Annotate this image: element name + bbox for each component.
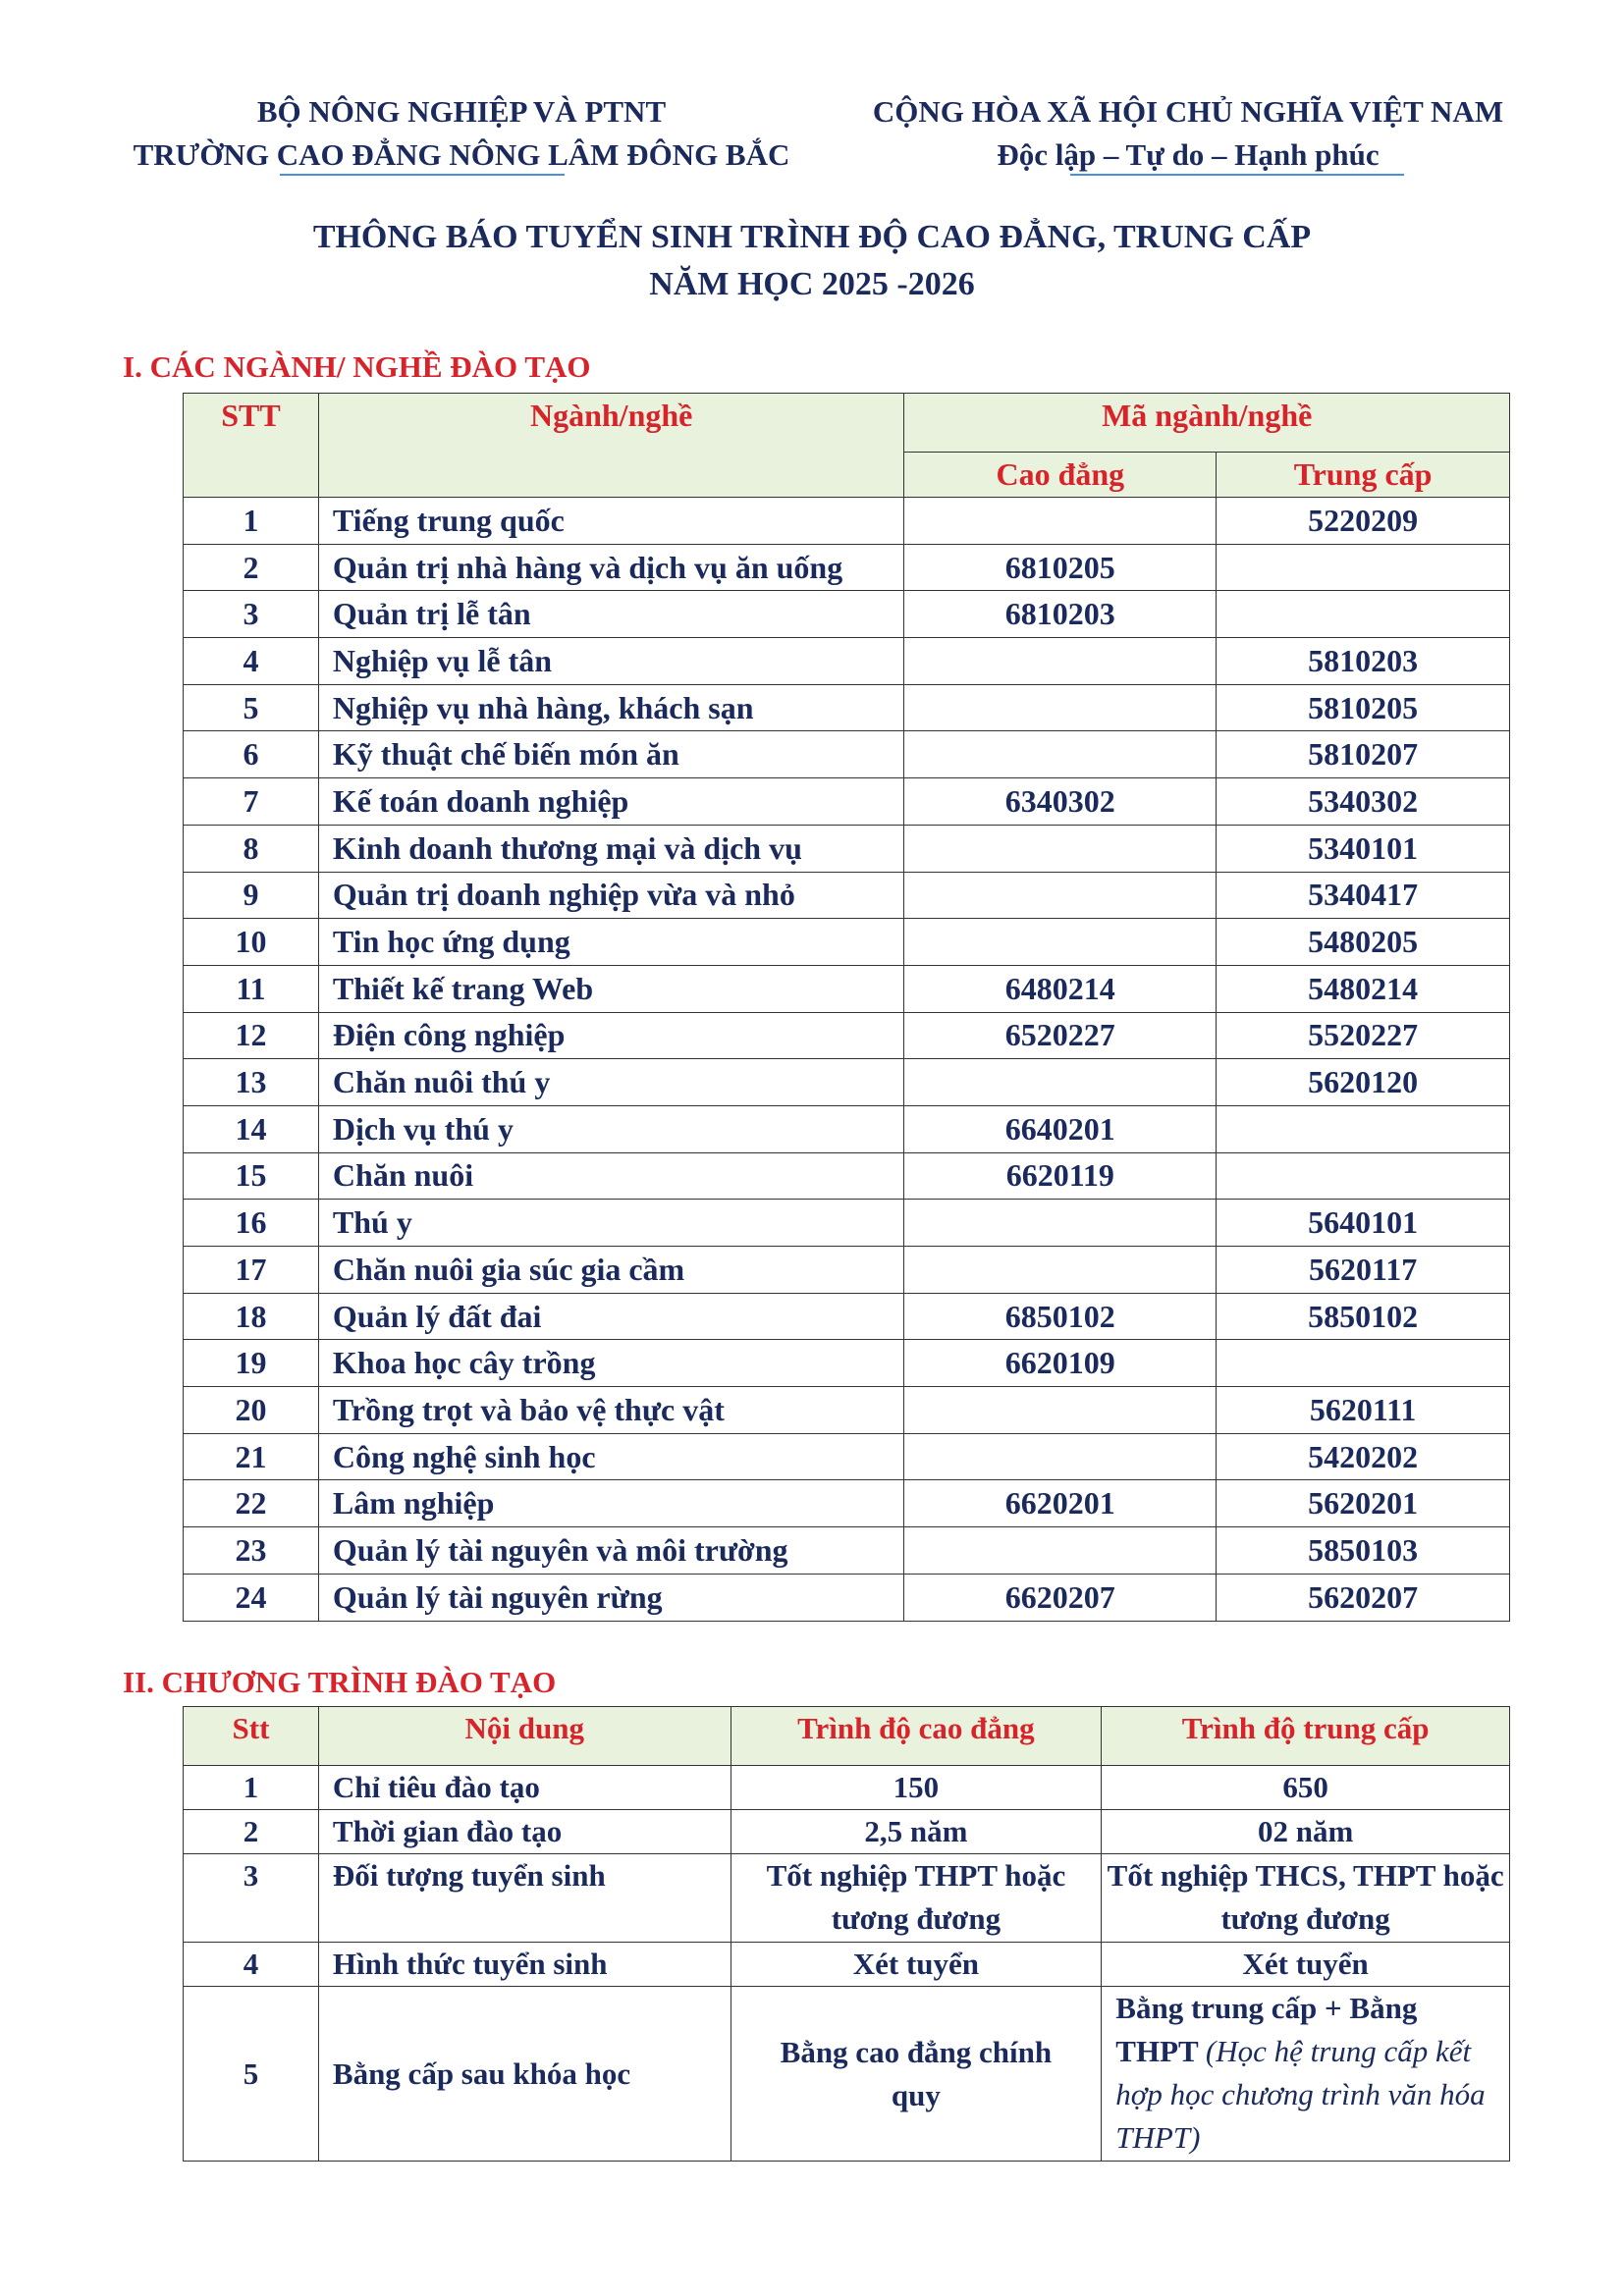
row-tc-code: 5810203 <box>1217 638 1510 685</box>
row-tc-code: 5220209 <box>1217 498 1510 545</box>
row-stt: 4 <box>184 1943 319 1987</box>
program-row <box>184 1810 1510 1854</box>
row-name: Chăn nuôi <box>318 1152 904 1200</box>
row-stt: 2 <box>184 1810 319 1854</box>
row-tc-code: 5520227 <box>1217 1012 1510 1059</box>
major-row <box>184 872 1510 919</box>
major-row <box>184 1247 1510 1294</box>
row-name: Kế toán doanh nghiệp <box>318 778 904 826</box>
row-tc-code: 5340417 <box>1217 872 1510 919</box>
row-name: Quản trị lễ tân <box>318 591 904 638</box>
row-cd-code <box>904 1200 1217 1247</box>
row-name: Tin học ứng dụng <box>318 919 904 966</box>
majors-table-body <box>184 498 1510 1622</box>
major-row <box>184 1059 1510 1106</box>
row-tc: 02 năm <box>1102 1810 1510 1854</box>
row-name: Thiết kế trang Web <box>318 965 904 1012</box>
row-cd-code: 6620207 <box>904 1574 1217 1621</box>
row-cd-code: 6620109 <box>904 1340 1217 1387</box>
row-stt: 6 <box>184 731 319 778</box>
row-stt: 2 <box>184 544 319 591</box>
row-name: Công nghệ sinh học <box>318 1433 904 1480</box>
row-cd: Xét tuyển <box>731 1943 1102 1987</box>
page-title <box>0 214 1624 308</box>
row-stt: 17 <box>184 1247 319 1294</box>
ministry-name: BỘ NÔNG NGHIỆP VÀ PTNT <box>256 94 667 129</box>
row-tc-code: 5420202 <box>1217 1433 1510 1480</box>
major-row <box>184 1480 1510 1527</box>
row-cd-code <box>904 825 1217 872</box>
major-row <box>184 1433 1510 1480</box>
row-cd-code <box>904 1247 1217 1294</box>
row-tc-note: (Học hệ trung cấp kết hợp học chương trình văn hóa THPT) <box>1115 2034 1486 2155</box>
col-stt-header: STT <box>184 394 319 498</box>
row-cd-code: 6810205 <box>904 544 1217 591</box>
row-stt: 23 <box>184 1527 319 1575</box>
row-name: Chăn nuôi thú y <box>318 1059 904 1106</box>
row-stt: 12 <box>184 1012 319 1059</box>
row-cd-code <box>904 731 1217 778</box>
col-code-header: Mã ngành/nghề <box>904 394 1510 453</box>
row-tc-code: 5480214 <box>1217 965 1510 1012</box>
row-cd-code: 6640201 <box>904 1105 1217 1152</box>
row-cd-code <box>904 1387 1217 1434</box>
row-stt: 10 <box>184 919 319 966</box>
col-stt2-header: Stt <box>184 1707 319 1766</box>
row-cd-code: 6620201 <box>904 1480 1217 1527</box>
row-name: Quản trị doanh nghiệp vừa và nhỏ <box>318 872 904 919</box>
row-content: Chỉ tiêu đào tạo <box>318 1766 731 1810</box>
row-name: Tiếng trung quốc <box>318 498 904 545</box>
col-tc-header: Trung cấp <box>1217 453 1510 498</box>
col-name-header: Ngành/nghề <box>318 394 904 498</box>
row-name: Điện công nghiệp <box>318 1012 904 1059</box>
row-stt: 4 <box>184 638 319 685</box>
row-tc-code <box>1217 1340 1510 1387</box>
row-tc-code: 5480205 <box>1217 919 1510 966</box>
row-stt: 13 <box>184 1059 319 1106</box>
row-cd-code <box>904 498 1217 545</box>
row-tc-code: 5640101 <box>1217 1200 1510 1247</box>
row-name: Kinh doanh thương mại và dịch vụ <box>318 825 904 872</box>
row-cd: Tốt nghiệp THPT hoặc tương đương <box>731 1854 1102 1943</box>
major-row <box>184 1200 1510 1247</box>
row-tc-code <box>1217 1152 1510 1200</box>
row-stt: 5 <box>184 1987 319 2162</box>
major-row <box>184 778 1510 826</box>
row-tc-code: 5850102 <box>1217 1293 1510 1340</box>
row-stt: 16 <box>184 1200 319 1247</box>
row-tc-code <box>1217 544 1510 591</box>
row-tc-code: 5620117 <box>1217 1247 1510 1294</box>
row-content: Thời gian đào tạo <box>318 1810 731 1854</box>
title-line2: NĂM HỌC 2025 -2026 <box>649 266 975 302</box>
row-cd-code: 6520227 <box>904 1012 1217 1059</box>
row-cd: 2,5 năm <box>731 1810 1102 1854</box>
row-cd-code: 6810203 <box>904 591 1217 638</box>
majors-table <box>183 393 1510 1622</box>
section1-heading: I. CÁC NGÀNH/ NGHỀ ĐÀO TẠO <box>123 349 591 384</box>
col-tc2-header: Trình độ trung cấp <box>1102 1707 1510 1766</box>
col-cd-header: Cao đẳng <box>904 453 1217 498</box>
row-cd-code <box>904 684 1217 731</box>
motto: Độc lập – Tự do – Hạnh phúc <box>997 137 1380 172</box>
row-tc-code: 5340101 <box>1217 825 1510 872</box>
row-name: Quản lý tài nguyên và môi trường <box>318 1527 904 1575</box>
program-row <box>184 1766 1510 1810</box>
major-row <box>184 1574 1510 1621</box>
header-left <box>88 90 835 177</box>
major-row <box>184 498 1510 545</box>
row-name: Kỹ thuật chế biến món ăn <box>318 731 904 778</box>
row-name: Khoa học cây trồng <box>318 1340 904 1387</box>
row-cd: Bằng cao đẳng chính quy <box>731 1987 1102 2162</box>
row-name: Quản trị nhà hàng và dịch vụ ăn uống <box>318 544 904 591</box>
row-cd-code: 6850102 <box>904 1293 1217 1340</box>
row-tc-bold: Bằng trung cấp + Bằng THPT <box>1115 1991 1418 2068</box>
row-tc-code: 5850103 <box>1217 1527 1510 1575</box>
row-cd-code <box>904 1433 1217 1480</box>
row-stt: 22 <box>184 1480 319 1527</box>
program-row <box>184 1987 1510 2162</box>
row-tc-code: 5810205 <box>1217 684 1510 731</box>
row-cd-code <box>904 1527 1217 1575</box>
school-name-underline <box>280 174 565 176</box>
row-stt: 3 <box>184 591 319 638</box>
major-row <box>184 1387 1510 1434</box>
row-cd-code <box>904 919 1217 966</box>
row-stt: 19 <box>184 1340 319 1387</box>
country-name: CỘNG HÒA XÃ HỘI CHỦ NGHĨA VIỆT NAM <box>872 94 1504 129</box>
major-row <box>184 638 1510 685</box>
row-stt: 18 <box>184 1293 319 1340</box>
row-tc <box>1102 1987 1510 2162</box>
row-content: Bằng cấp sau khóa học <box>318 1987 731 2162</box>
row-tc-code: 5620120 <box>1217 1059 1510 1106</box>
major-row <box>184 1152 1510 1200</box>
section2-heading: II. CHƯƠNG TRÌNH ĐÀO TẠO <box>123 1665 557 1699</box>
major-row <box>184 684 1510 731</box>
row-name: Nghiệp vụ nhà hàng, khách sạn <box>318 684 904 731</box>
row-name: Thú y <box>318 1200 904 1247</box>
row-name: Dịch vụ thú y <box>318 1105 904 1152</box>
row-stt: 20 <box>184 1387 319 1434</box>
major-row <box>184 731 1510 778</box>
major-row <box>184 965 1510 1012</box>
major-row <box>184 1293 1510 1340</box>
row-tc-code: 5340302 <box>1217 778 1510 826</box>
row-cd-code <box>904 872 1217 919</box>
col-content-header: Nội dung <box>318 1707 731 1766</box>
row-tc: Xét tuyển <box>1102 1943 1510 1987</box>
major-row <box>184 1105 1510 1152</box>
header-right <box>825 90 1551 177</box>
row-name: Trồng trọt và bảo vệ thực vật <box>318 1387 904 1434</box>
row-cd-code: 6480214 <box>904 965 1217 1012</box>
row-stt: 9 <box>184 872 319 919</box>
col-cd2-header: Trình độ cao đẳng <box>731 1707 1102 1766</box>
row-tc-code: 5620111 <box>1217 1387 1510 1434</box>
row-name: Lâm nghiệp <box>318 1480 904 1527</box>
row-stt: 1 <box>184 498 319 545</box>
row-stt: 14 <box>184 1105 319 1152</box>
row-tc: Tốt nghiệp THCS, THPT hoặc tương đương <box>1102 1854 1510 1943</box>
row-cd-code <box>904 638 1217 685</box>
row-tc-code: 5810207 <box>1217 731 1510 778</box>
major-row <box>184 1012 1510 1059</box>
row-name: Quản lý tài nguyên rừng <box>318 1574 904 1621</box>
major-row <box>184 1340 1510 1387</box>
row-stt: 21 <box>184 1433 319 1480</box>
row-stt: 3 <box>184 1854 319 1943</box>
major-row <box>184 544 1510 591</box>
row-content: Đối tượng tuyển sinh <box>318 1854 731 1943</box>
program-row <box>184 1943 1510 1987</box>
row-stt: 5 <box>184 684 319 731</box>
row-stt: 1 <box>184 1766 319 1810</box>
row-name: Chăn nuôi gia súc gia cầm <box>318 1247 904 1294</box>
row-tc-code <box>1217 1105 1510 1152</box>
row-stt: 8 <box>184 825 319 872</box>
major-row <box>184 919 1510 966</box>
row-name: Nghiệp vụ lễ tân <box>318 638 904 685</box>
row-stt: 11 <box>184 965 319 1012</box>
major-row <box>184 591 1510 638</box>
row-name: Quản lý đất đai <box>318 1293 904 1340</box>
major-row <box>184 1527 1510 1575</box>
program-table <box>183 1706 1510 2162</box>
motto-underline <box>1070 174 1404 176</box>
row-tc-code: 5620207 <box>1217 1574 1510 1621</box>
row-cd: 150 <box>731 1766 1102 1810</box>
row-cd-code <box>904 1059 1217 1106</box>
row-tc: 650 <box>1102 1766 1510 1810</box>
row-stt: 7 <box>184 778 319 826</box>
row-cd-code: 6620119 <box>904 1152 1217 1200</box>
row-tc-code <box>1217 591 1510 638</box>
major-row <box>184 825 1510 872</box>
school-name: TRƯỜNG CAO ĐẲNG NÔNG LÂM ĐÔNG BẮC <box>133 137 790 172</box>
program-row <box>184 1854 1510 1943</box>
row-tc-code: 5620201 <box>1217 1480 1510 1527</box>
title-line1: THÔNG BÁO TUYỂN SINH TRÌNH ĐỘ CAO ĐẲNG, TRUNG CẤP <box>312 219 1312 255</box>
row-stt: 24 <box>184 1574 319 1621</box>
row-cd-code: 6340302 <box>904 778 1217 826</box>
row-stt: 15 <box>184 1152 319 1200</box>
row-content: Hình thức tuyển sinh <box>318 1943 731 1987</box>
